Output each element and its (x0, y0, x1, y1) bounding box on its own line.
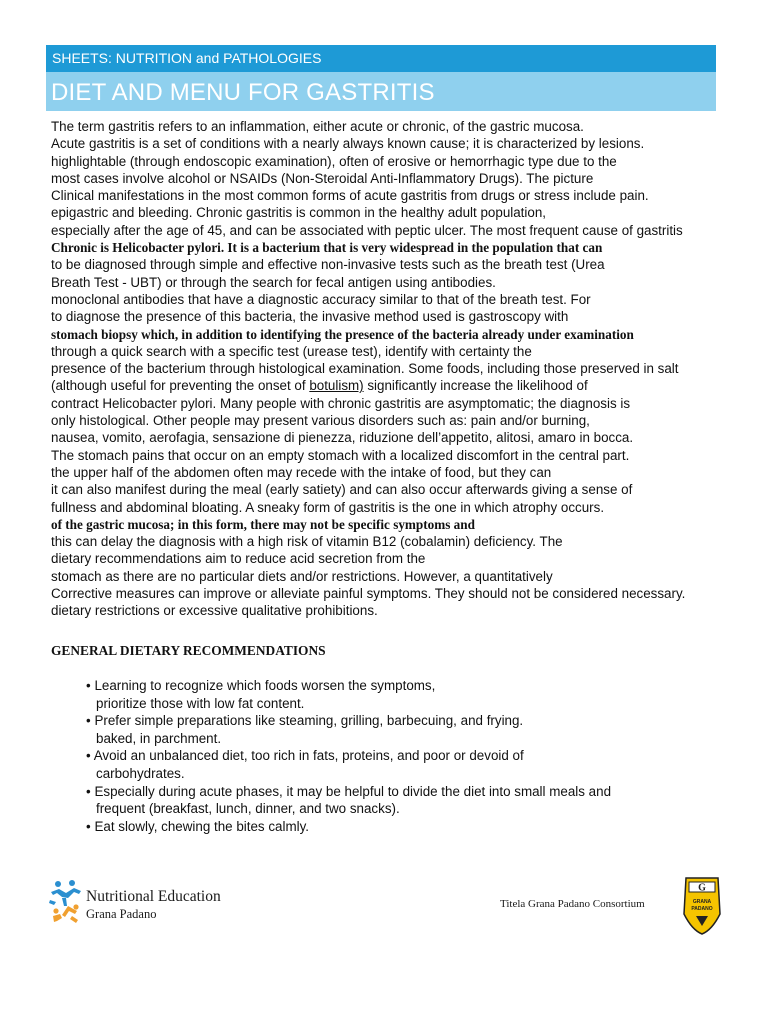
list-item-continuation: frequent (breakfast, lunch, dinner, and two snacks). (96, 801, 400, 817)
body-line-bold: Chronic is Helicobacter pylori. It is a bacterium that is very widespread in the population that can (51, 240, 603, 256)
recommendations-title: GENERAL DIETARY RECOMMENDATIONS (51, 643, 326, 658)
body-line: Breath Test - UBT) or through the search for fecal antigen using antibodies. (51, 274, 496, 290)
body-line: dietary restrictions or excessive qualitative prohibitions. (51, 603, 378, 619)
body-line: Clinical manifestations in the most common forms of acute gastritis from drugs or stress include pain. (51, 188, 649, 204)
list-item-continuation: baked, in parchment. (96, 730, 222, 746)
body-line: epigastric and bleeding. Chronic gastritis is common in the healthy adult population, (51, 205, 546, 221)
list-item (86, 783, 726, 801)
body-line: through a quick search with a specific test (urease test), identify with certainty the (51, 343, 532, 359)
logo-subtitle: Grana Padano (86, 907, 157, 921)
list-item-continuation: prioritize those with low fat content. (96, 695, 305, 711)
body-line: Corrective measures can improve or alleviate painful symptoms. They should not be considered necessary. (51, 586, 686, 602)
body-line: it can also manifest during the meal (early satiety) and can also occur afterwards giving a sense of (51, 482, 633, 498)
body-line: to diagnose the presence of this bacteria, the invasive method used is gastroscopy with (51, 309, 569, 325)
recommendations-list (86, 677, 726, 835)
body-line: dietary recommendations aim to reduce acid secretion from the (51, 551, 426, 567)
body-line: fullness and abdominal bloating. A sneaky form of gastritis is the one in which atrophy occurs. (51, 499, 605, 515)
body-line: the upper half of the abdomen often may recede with the intake of food, but they can (51, 464, 552, 480)
list-item-text: Especially during acute phases, it may be helpful to divide the diet into small meals and (94, 783, 612, 799)
bullet: • (86, 748, 91, 764)
bullet: • (86, 818, 91, 834)
body-text-segment: significantly increase the likelihood of (363, 378, 588, 394)
body-line: contract Helicobacter pylori. Many people with chronic gastritis are asymptomatic; the diagnosis is (51, 395, 631, 411)
body-line-with-link (51, 377, 767, 394)
body-line: to be diagnosed through simple and effective non-invasive tests such as the breath test (Urea (51, 257, 605, 273)
gp-logo-text: GRANA (692, 899, 712, 905)
body-line: most cases involve alcohol or NSAIDs (Non-Steroidal Anti-Inflammatory Drugs). The picture (51, 170, 594, 186)
list-item (86, 818, 726, 836)
list-item (86, 712, 726, 730)
people-logo-icon (48, 880, 84, 924)
body-line: nausea, vomito, aerofagia, sensazione di pienezza, riduzione dell’appetito, alitosi, amaro in bocca. (51, 430, 634, 446)
list-item (86, 747, 726, 765)
list-item-text: Avoid an unbalanced diet, too rich in fats, proteins, and poor or devoid of (93, 748, 524, 764)
body-line-bold: of the gastric mucosa; in this form, there may not be specific symptoms and (51, 516, 475, 532)
body-line: especially after the age of 45, and can be associated with peptic ulcer. The most frequent cause of gastritis (51, 222, 683, 238)
list-item-continuation: carbohydrates. (96, 765, 185, 781)
body-text (51, 118, 767, 620)
page-title: DIET AND MENU FOR GASTRITIS (46, 72, 716, 111)
bullet: • (86, 713, 91, 729)
botulism-link[interactable]: botulism) (309, 378, 364, 394)
section-header: SHEETS: NUTRITION and PATHOLOGIES (46, 45, 716, 72)
grana-padano-logo-icon (682, 876, 722, 936)
body-line: The stomach pains that occur on an empty stomach with a localized discomfort in the central part. (51, 447, 630, 463)
nutritional-education-logo (48, 880, 248, 930)
logo-title: Nutritional Education (86, 888, 221, 905)
list-item-text: Prefer simple preparations like steaming, grilling, barbecuing, and frying. (94, 713, 524, 729)
body-line: monoclonal antibodies that have a diagnostic accuracy similar to that of the breath test. For (51, 291, 591, 307)
bullet: • (86, 783, 91, 799)
svg-text:PADANO: PADANO (691, 906, 713, 912)
body-line: this can delay the diagnosis with a high risk of vitamin B12 (cobalamin) deficiency. The (51, 534, 563, 550)
body-line: only histological. Other people may present various disorders such as: pain and/or burning, (51, 413, 590, 429)
consortium-text: Titela Grana Padano Consortium (500, 898, 645, 910)
list-item-text: Learning to recognize which foods worsen the symptoms, (94, 678, 436, 693)
body-line: highlightable (through endoscopic examination), often of erosive or hemorrhagic type due to the (51, 153, 617, 169)
body-line: presence of the bacterium through histological examination. Some foods, including those preserved in salt (51, 361, 679, 377)
bullet: • (86, 678, 91, 693)
body-line: stomach as there are no particular diets and/or restrictions. However, a quantitatively (51, 568, 553, 584)
body-line: The term gastritis refers to an inflammation, either acute or chronic, of the gastric mucosa. (51, 119, 584, 134)
body-line: Acute gastritis is a set of conditions with a nearly always known cause; it is characterized by lesions. (51, 136, 645, 152)
body-text-segment: (although useful for preventing the onset of (51, 378, 310, 394)
list-item (86, 677, 726, 695)
body-line-bold: stomach biopsy which, in addition to identifying the presence of the bacteria already under examination (51, 326, 634, 342)
list-item-text: Eat slowly, chewing the bites calmly. (94, 818, 310, 834)
gp-logo-letter: G (698, 882, 706, 894)
